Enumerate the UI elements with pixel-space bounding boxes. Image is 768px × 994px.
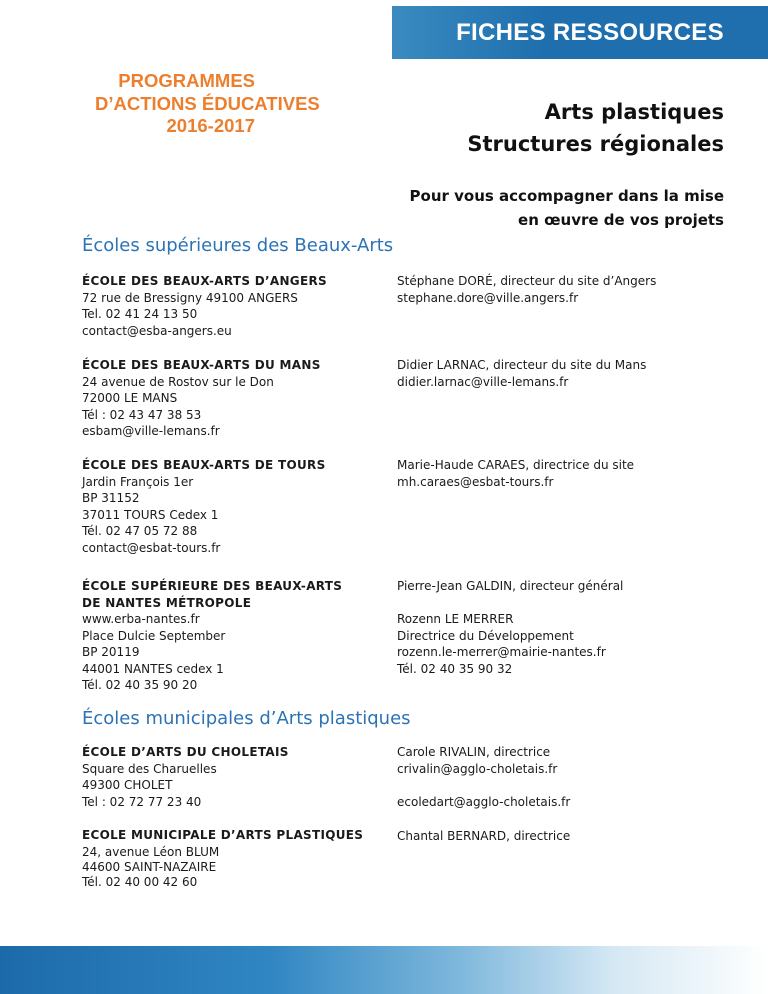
school-tours-contact xyxy=(397,457,737,490)
contact-email: crivalin@agglo-choletais.fr xyxy=(397,761,558,776)
school-name: ÉCOLE DES BEAUX-ARTS DU MANS xyxy=(82,358,321,372)
contact-person: Stéphane DORÉ, directeur du site d’Angers xyxy=(397,274,657,288)
programme-line: 2016-2017 xyxy=(166,115,255,136)
email-line: esbam@ville-lemans.fr xyxy=(82,424,220,438)
address-line: 44600 SAINT-NAZAIRE xyxy=(82,860,217,874)
school-name: ÉCOLE DES BEAUX-ARTS D’ANGERS xyxy=(82,274,327,288)
title-line: Structures régionales xyxy=(467,132,724,156)
section-title-municipal: Écoles municipales d’Arts plastiques xyxy=(82,708,411,729)
address-line: 37011 TOURS Cedex 1 xyxy=(82,507,219,522)
subtitle-line: en œuvre de vos projets xyxy=(518,211,724,229)
school-angers-info xyxy=(82,273,382,339)
header-banner xyxy=(392,6,768,59)
banner-title: FICHES RESSOURCES xyxy=(456,18,724,46)
contact-person: Rozenn LE MERRER xyxy=(397,612,514,626)
page-subtitle xyxy=(410,184,724,232)
phone-line: Tél. 02 40 00 42 60 xyxy=(82,875,198,889)
phone-line: Tél. 02 47 05 72 88 xyxy=(82,524,198,538)
email-line: contact@esbat-tours.fr xyxy=(82,540,221,555)
school-saint-nazaire-contact xyxy=(397,828,737,845)
spacer xyxy=(397,595,737,612)
contact-person: Carole RIVALIN, directrice xyxy=(397,745,551,759)
school-angers-contact xyxy=(397,273,737,306)
contact-phone: Tél. 02 40 35 90 32 xyxy=(397,661,513,676)
contact-role: Directrice du Développement xyxy=(397,628,574,643)
contact-person: Pierre-Jean GALDIN, directeur général xyxy=(397,579,624,593)
contact-email: didier.larnac@ville-lemans.fr xyxy=(397,374,569,389)
contact-person: Chantal BERNARD, directrice xyxy=(397,829,571,843)
school-tours-info xyxy=(82,457,382,556)
address-line: 49300 CHOLET xyxy=(82,778,173,792)
school-name: ECOLE MUNICIPALE D’ARTS PLASTIQUES xyxy=(82,828,364,842)
school-name: DE NANTES MÉTROPOLE xyxy=(82,595,252,610)
school-nantes-contact xyxy=(397,578,737,677)
contact-person: Didier LARNAC, directeur du site du Mans xyxy=(397,358,647,372)
contact-email: ecoledart@agglo-choletais.fr xyxy=(397,794,571,809)
address-line: 24 avenue de Rostov sur le Don xyxy=(82,374,274,389)
address-line: 44001 NANTES cedex 1 xyxy=(82,661,224,676)
title-line: Arts plastiques xyxy=(544,100,724,124)
school-le-mans-info xyxy=(82,357,382,440)
email-line: contact@esba-angers.eu xyxy=(82,323,232,338)
spacer xyxy=(397,777,737,794)
website-line: www.erba-nantes.fr xyxy=(82,612,200,626)
address-line: Square des Charuelles xyxy=(82,761,217,776)
programme-line: PROGRAMMES xyxy=(118,70,255,91)
page-title xyxy=(467,96,724,160)
school-cholet-info xyxy=(82,744,382,810)
school-name: ÉCOLE DES BEAUX-ARTS DE TOURS xyxy=(82,458,326,472)
school-nantes-info xyxy=(82,578,382,694)
phone-line: Tél : 02 43 47 38 53 xyxy=(82,407,202,422)
school-name: ÉCOLE SUPÉRIEURE DES BEAUX-ARTS xyxy=(82,579,343,593)
school-saint-nazaire-info xyxy=(82,828,382,890)
address-line: Jardin François 1er xyxy=(82,474,194,489)
subtitle-line: Pour vous accompagner dans la mise xyxy=(409,187,724,205)
phone-line: Tel : 02 72 77 23 40 xyxy=(82,794,202,809)
address-line: 24, avenue Léon BLUM xyxy=(82,845,220,859)
footer-gradient-bar xyxy=(0,946,768,994)
programme-line: D’ACTIONS ÉDUCATIVES xyxy=(95,92,320,114)
address-line: BP 31152 xyxy=(82,491,140,505)
contact-email: rozenn.le-merrer@mairie-nantes.fr xyxy=(397,645,606,659)
school-name: ÉCOLE D’ARTS DU CHOLETAIS xyxy=(82,745,289,759)
contact-email: stephane.dore@ville.angers.fr xyxy=(397,290,579,305)
phone-line: Tel. 02 41 24 13 50 xyxy=(82,307,198,321)
address-line: 72000 LE MANS xyxy=(82,391,178,405)
phone-line: Tél. 02 40 35 90 20 xyxy=(82,678,198,692)
school-le-mans-contact xyxy=(397,357,737,390)
school-cholet-contact xyxy=(397,744,737,810)
contact-person: Marie-Haude CARAES, directrice du site xyxy=(397,458,635,472)
address-line: 72 rue de Bressigny 49100 ANGERS xyxy=(82,290,298,305)
programme-label xyxy=(95,70,320,138)
address-line: Place Dulcie September xyxy=(82,628,226,643)
address-line: BP 20119 xyxy=(82,645,140,659)
section-title-beaux-arts: Écoles supérieures des Beaux-Arts xyxy=(82,235,394,256)
contact-email: mh.caraes@esbat-tours.fr xyxy=(397,474,554,489)
